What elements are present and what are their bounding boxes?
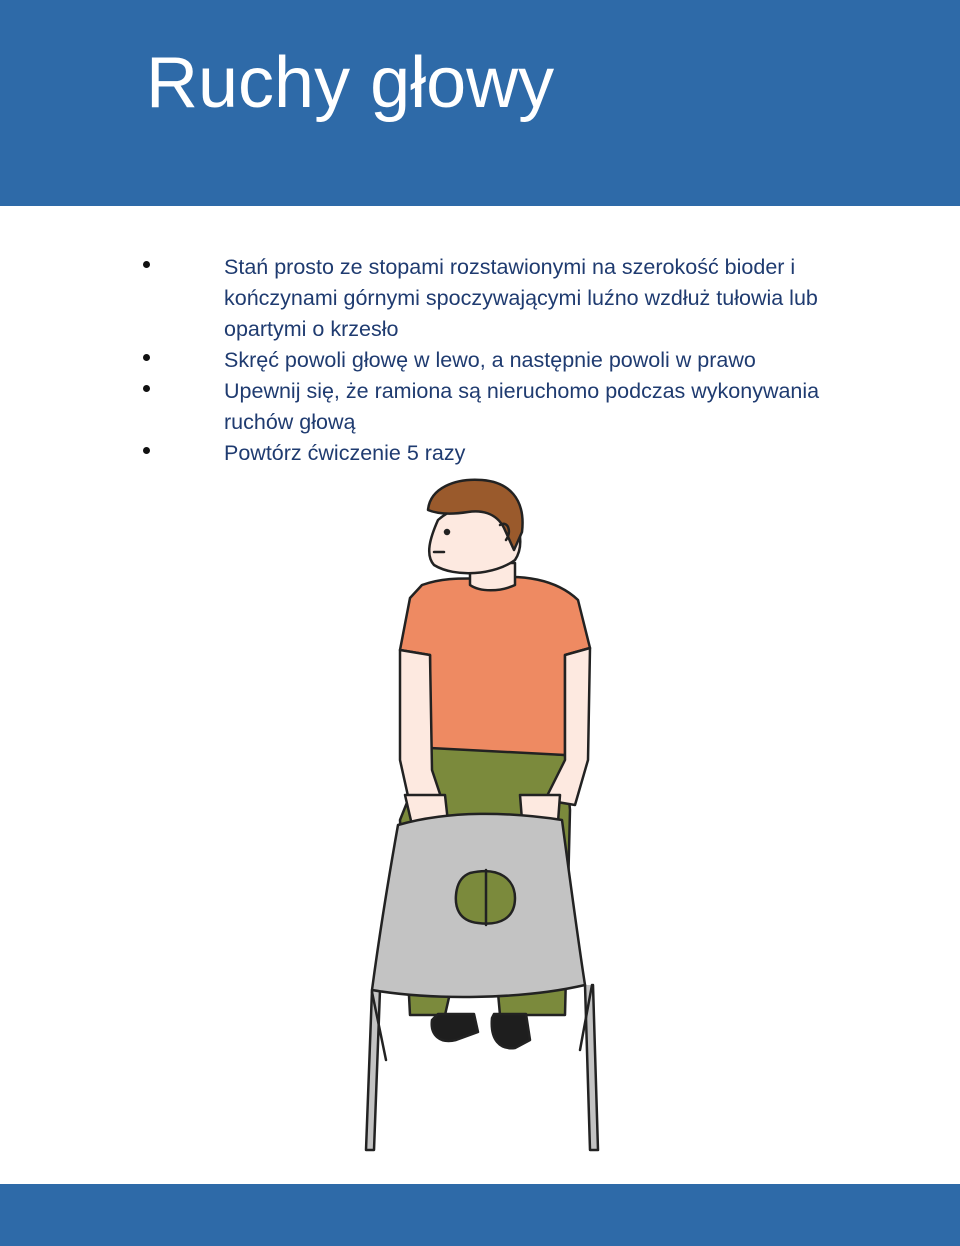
list-item [0,438,894,469]
instruction-text: Stań prosto ze stopami rozstawionymi na szerokość bioder i kończynami górnymi spoczywającymi luźno wzdłuż tułowia lub opartymi o krzesło [224,255,818,341]
list-item [0,252,894,345]
bullet-icon [143,385,150,392]
title-banner [0,0,960,206]
list-item [0,345,894,376]
eye [445,530,449,534]
shoe-left [432,1014,478,1041]
shoe-right [492,1014,530,1048]
exercise-illustration [355,470,615,1160]
page-title: Ruchy głowy [146,43,555,123]
bullet-icon [143,447,150,454]
footer-banner [0,1184,960,1246]
instruction-text: Upewnij się, że ramiona są nieruchomo podczas wykonywania ruchów głową [224,379,820,434]
list-item [0,376,894,438]
instruction-list [0,252,960,469]
chair-leg [366,990,380,1150]
bullet-icon [143,354,150,361]
bullet-icon [143,261,150,268]
instruction-text: Powtórz ćwiczenie 5 razy [224,441,466,465]
instruction-text: Skręć powoli głowę w lewo, a następnie powoli w prawo [224,348,756,372]
